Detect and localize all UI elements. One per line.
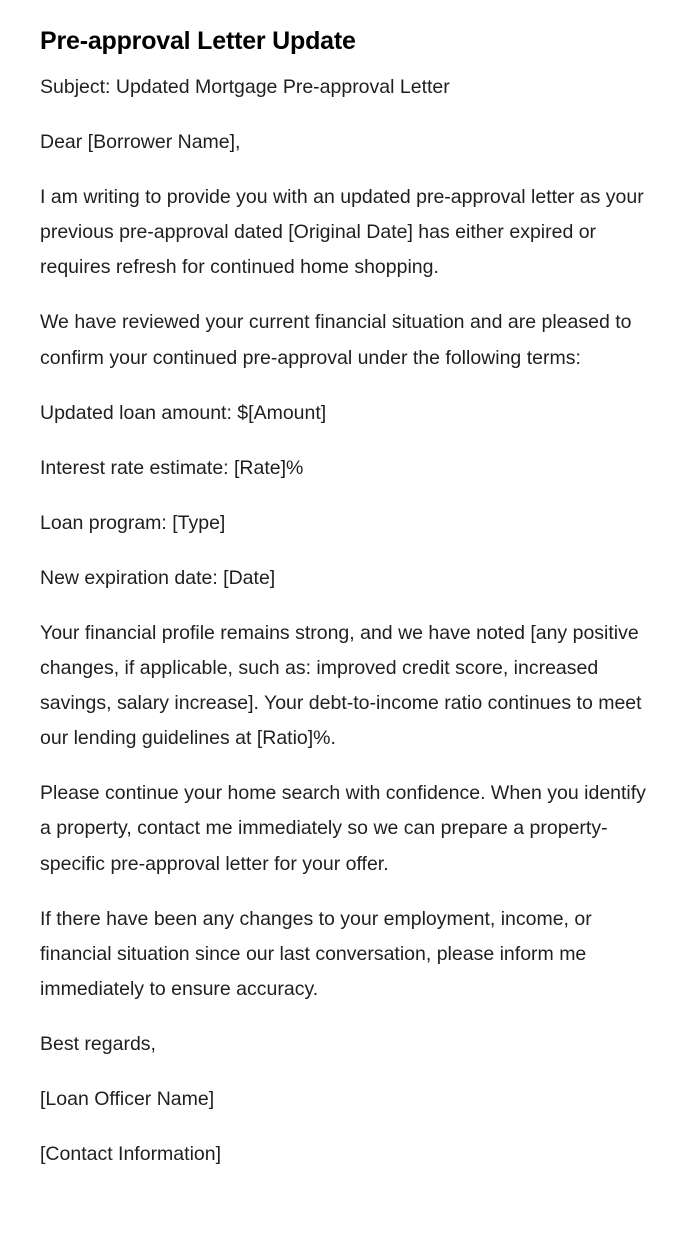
greeting: Dear [Borrower Name], (40, 131, 241, 153)
intro-paragraph: I am writing to provide you with an updated pre-approval letter as your previous pre-approval dated [Original Date] has either expired or requires refresh for continued home shopping. (40, 186, 644, 279)
contact-information: [Contact Information] (40, 1143, 222, 1166)
subject-line: Subject: Updated Mortgage Pre-approval Letter (40, 76, 450, 98)
term-interest-rate: Interest rate estimate: [Rate]% (40, 456, 304, 479)
changes-paragraph: If there have been any changes to your employment, income, or financial situation since our last conversation, please inform me immediately to ensure accuracy. (40, 907, 592, 1001)
term-loan-amount: Updated loan amount: $[Amount] (40, 401, 327, 424)
loan-officer-name: [Loan Officer Name] (40, 1088, 215, 1111)
page-title: Pre-approval Letter Update (40, 27, 356, 55)
term-loan-program: Loan program: [Type] (40, 511, 226, 534)
closing: Best regards, (40, 1033, 156, 1056)
profile-paragraph: Your financial profile remains strong, and we have noted [any positive changes, if applicable, such as: improved credit score, increased savings, salary increase]. Your debt-to-income ratio continues to meet our lending guidelines at [Ratio]%. (40, 621, 642, 750)
review-paragraph: We have reviewed your current financial situation and are pleased to confirm your continued pre-approval under the following terms: (40, 311, 632, 369)
term-expiration-date: New expiration date: [Date] (40, 566, 276, 589)
search-paragraph: Please continue your home search with confidence. When you identify a property, contact me immediately so we can prepare a property-specific pre-approval letter for your offer. (40, 782, 646, 875)
